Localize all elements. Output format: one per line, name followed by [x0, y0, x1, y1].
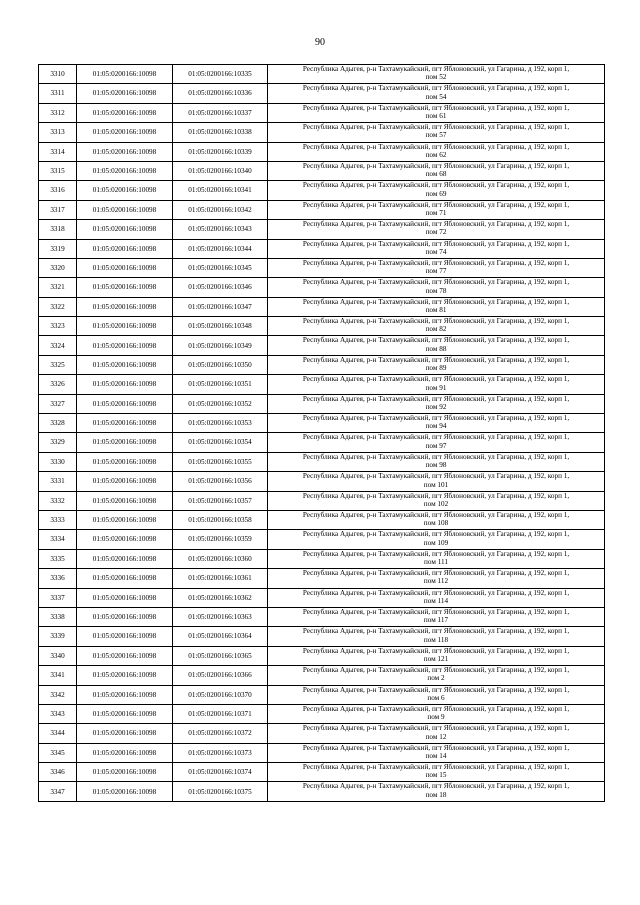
parent-cadastral-number-cell: 01:05:0200166:10098	[77, 142, 173, 161]
row-number-cell: 3324	[39, 336, 77, 355]
parent-cadastral-number-cell: 01:05:0200166:10098	[77, 278, 173, 297]
address-line-1: Республика Адыгея, р-н Тахтамукайский, пгт Яблоновский, ул Гагарина, д 192, корп 1,	[302, 666, 570, 675]
parent-cadastral-number-cell: 01:05:0200166:10098	[77, 414, 173, 433]
table-row	[39, 743, 605, 762]
address-cell	[268, 336, 605, 355]
address-line-1: Республика Адыгея, р-н Тахтамукайский, пгт Яблоновский, ул Гагарина, д 192, корп 1,	[302, 472, 570, 481]
row-number-cell: 3313	[39, 123, 77, 142]
address-cell	[268, 607, 605, 626]
cadastral-number-cell: 01:05:0200166:10350	[173, 355, 268, 374]
cadastral-number-cell: 01:05:0200166:10343	[173, 220, 268, 239]
address-line-1: Республика Адыгея, р-н Тахтамукайский, пгт Яблоновский, ул Гагарина, д 192, корп 1,	[302, 704, 570, 713]
address-line-1: Республика Адыгея, р-н Тахтамукайский, пгт Яблоновский, ул Гагарина, д 192, корп 1,	[302, 239, 570, 248]
cadastral-number-cell: 01:05:0200166:10336	[173, 84, 268, 103]
address-line-2: пом 72	[425, 228, 447, 237]
address-line-1: Республика Адыгея, р-н Тахтамукайский, пгт Яблоновский, ул Гагарина, д 192, корп 1,	[302, 355, 570, 364]
parent-cadastral-number-cell: 01:05:0200166:10098	[77, 239, 173, 258]
parent-cadastral-number-cell: 01:05:0200166:10098	[77, 510, 173, 529]
address-cell	[268, 627, 605, 646]
cadastral-number-cell: 01:05:0200166:10342	[173, 200, 268, 219]
address-cell	[268, 103, 605, 122]
parent-cadastral-number-cell: 01:05:0200166:10098	[77, 181, 173, 200]
address-line-1: Республика Адыгея, р-н Тахтамукайский, пгт Яблоновский, ул Гагарина, д 192, корп 1,	[302, 181, 570, 190]
row-number-cell: 3311	[39, 84, 77, 103]
row-number-cell: 3346	[39, 763, 77, 782]
address-line-2: пом 82	[425, 325, 447, 334]
row-number-cell: 3322	[39, 297, 77, 316]
row-number-cell: 3347	[39, 782, 77, 801]
table-row	[39, 297, 605, 316]
address-line-1: Республика Адыгея, р-н Тахтамукайский, пгт Яблоновский, ул Гагарина, д 192, корп 1,	[302, 685, 570, 694]
address-cell	[268, 685, 605, 704]
cadastral-number-cell: 01:05:0200166:10362	[173, 588, 268, 607]
parent-cadastral-number-cell: 01:05:0200166:10098	[77, 782, 173, 801]
address-line-2: пом 109	[423, 538, 449, 547]
cadastral-number-cell: 01:05:0200166:10338	[173, 123, 268, 142]
table-row	[39, 704, 605, 723]
row-number-cell: 3321	[39, 278, 77, 297]
table-row	[39, 530, 605, 549]
row-number-cell: 3325	[39, 355, 77, 374]
table-row	[39, 142, 605, 161]
parent-cadastral-number-cell: 01:05:0200166:10098	[77, 297, 173, 316]
cadastral-number-cell: 01:05:0200166:10373	[173, 743, 268, 762]
table-row	[39, 239, 605, 258]
address-cell	[268, 763, 605, 782]
table-row	[39, 763, 605, 782]
address-line-1: Республика Адыгея, р-н Тахтамукайский, пгт Яблоновский, ул Гагарина, д 192, корп 1,	[302, 142, 570, 151]
row-number-cell: 3339	[39, 627, 77, 646]
parent-cadastral-number-cell: 01:05:0200166:10098	[77, 763, 173, 782]
table-row	[39, 181, 605, 200]
parent-cadastral-number-cell: 01:05:0200166:10098	[77, 627, 173, 646]
table-row	[39, 161, 605, 180]
address-cell	[268, 704, 605, 723]
table-row	[39, 84, 605, 103]
address-cell	[268, 65, 605, 84]
address-line-2: пом 12	[425, 732, 447, 741]
address-line-2: пом 78	[425, 286, 447, 295]
row-number-cell: 3320	[39, 258, 77, 277]
table-row	[39, 666, 605, 685]
parent-cadastral-number-cell: 01:05:0200166:10098	[77, 65, 173, 84]
address-line-1: Республика Адыгея, р-н Тахтамукайский, пгт Яблоновский, ул Гагарина, д 192, корп 1,	[302, 627, 570, 636]
cadastral-number-cell: 01:05:0200166:10347	[173, 297, 268, 316]
address-line-1: Республика Адыгея, р-н Тахтамукайский, пгт Яблоновский, ул Гагарина, д 192, корп 1,	[302, 84, 570, 93]
address-line-1: Республика Адыгея, р-н Тахтамукайский, пгт Яблоновский, ул Гагарина, д 192, корп 1,	[302, 161, 570, 170]
address-cell	[268, 297, 605, 316]
table-row	[39, 588, 605, 607]
address-line-1: Республика Адыгея, р-н Тахтамукайский, пгт Яблоновский, ул Гагарина, д 192, корп 1,	[302, 607, 570, 616]
row-number-cell: 3345	[39, 743, 77, 762]
address-line-1: Республика Адыгея, р-н Тахтамукайский, пгт Яблоновский, ул Гагарина, д 192, корп 1,	[302, 200, 570, 209]
cadastral-number-cell: 01:05:0200166:10363	[173, 607, 268, 626]
address-line-2: пом 77	[425, 267, 447, 276]
table-row	[39, 336, 605, 355]
cadastral-number-cell: 01:05:0200166:10346	[173, 278, 268, 297]
cadastral-number-cell: 01:05:0200166:10366	[173, 666, 268, 685]
row-number-cell: 3335	[39, 549, 77, 568]
address-line-2: пом 69	[425, 189, 447, 198]
parent-cadastral-number-cell: 01:05:0200166:10098	[77, 666, 173, 685]
row-number-cell: 3310	[39, 65, 77, 84]
address-line-1: Республика Адыгея, р-н Тахтамукайский, пгт Яблоновский, ул Гагарина, д 192, корп 1,	[302, 569, 570, 578]
address-line-2: пом 74	[425, 247, 447, 256]
parent-cadastral-number-cell: 01:05:0200166:10098	[77, 549, 173, 568]
table-row	[39, 569, 605, 588]
row-number-cell: 3343	[39, 704, 77, 723]
row-number-cell: 3341	[39, 666, 77, 685]
row-number-cell: 3316	[39, 181, 77, 200]
table-row	[39, 278, 605, 297]
address-line-1: Республика Адыгея, р-н Тахтамукайский, пгт Яблоновский, ул Гагарина, д 192, корп 1,	[302, 375, 570, 384]
parent-cadastral-number-cell: 01:05:0200166:10098	[77, 530, 173, 549]
row-number-cell: 3332	[39, 491, 77, 510]
row-number-cell: 3318	[39, 220, 77, 239]
address-line-1: Республика Адыгея, р-н Тахтамукайский, пгт Яблоновский, ул Гагарина, д 192, корп 1,	[302, 123, 570, 132]
parent-cadastral-number-cell: 01:05:0200166:10098	[77, 84, 173, 103]
address-line-2: пом 121	[423, 655, 449, 664]
table-row	[39, 103, 605, 122]
address-cell	[268, 258, 605, 277]
address-cell	[268, 239, 605, 258]
address-line-2: пом 112	[423, 577, 449, 586]
address-line-1: Республика Адыгея, р-н Тахтамукайский, пгт Яблоновский, ул Гагарина, д 192, корп 1,	[302, 743, 570, 752]
address-line-2: пом 9	[427, 713, 445, 722]
cadastral-number-cell: 01:05:0200166:10345	[173, 258, 268, 277]
row-number-cell: 3319	[39, 239, 77, 258]
address-line-2: пом 114	[423, 596, 449, 605]
parent-cadastral-number-cell: 01:05:0200166:10098	[77, 646, 173, 665]
cadastral-number-cell: 01:05:0200166:10349	[173, 336, 268, 355]
address-cell	[268, 220, 605, 239]
cadastral-number-cell: 01:05:0200166:10358	[173, 510, 268, 529]
address-cell	[268, 743, 605, 762]
address-line-2: пом 91	[425, 383, 447, 392]
cadastral-number-cell: 01:05:0200166:10361	[173, 569, 268, 588]
address-cell	[268, 491, 605, 510]
address-line-1: Республика Адыгея, р-н Тахтамукайский, пгт Яблоновский, ул Гагарина, д 192, корп 1,	[302, 530, 570, 539]
page-number: 90	[315, 37, 325, 48]
row-number-cell: 3338	[39, 607, 77, 626]
cadastral-number-cell: 01:05:0200166:10360	[173, 549, 268, 568]
table-row	[39, 317, 605, 336]
cadastral-number-cell: 01:05:0200166:10344	[173, 239, 268, 258]
table-row	[39, 452, 605, 471]
address-cell	[268, 200, 605, 219]
parent-cadastral-number-cell: 01:05:0200166:10098	[77, 317, 173, 336]
address-cell	[268, 317, 605, 336]
parent-cadastral-number-cell: 01:05:0200166:10098	[77, 123, 173, 142]
row-number-cell: 3337	[39, 588, 77, 607]
address-line-1: Республика Адыгея, р-н Тахтамукайский, пгт Яблоновский, ул Гагарина, д 192, корп 1,	[302, 549, 570, 558]
table-row	[39, 646, 605, 665]
cadastral-number-cell: 01:05:0200166:10335	[173, 65, 268, 84]
parent-cadastral-number-cell: 01:05:0200166:10098	[77, 161, 173, 180]
table-row	[39, 123, 605, 142]
address-line-1: Республика Адыгея, р-н Тахтамукайский, пгт Яблоновский, ул Гагарина, д 192, корп 1,	[302, 763, 570, 772]
address-cell	[268, 394, 605, 413]
table-row	[39, 549, 605, 568]
parent-cadastral-number-cell: 01:05:0200166:10098	[77, 472, 173, 491]
row-number-cell: 3323	[39, 317, 77, 336]
parent-cadastral-number-cell: 01:05:0200166:10098	[77, 607, 173, 626]
address-line-2: пом 81	[425, 305, 447, 314]
row-number-cell: 3340	[39, 646, 77, 665]
parent-cadastral-number-cell: 01:05:0200166:10098	[77, 569, 173, 588]
parent-cadastral-number-cell: 01:05:0200166:10098	[77, 220, 173, 239]
address-line-2: пом 98	[425, 461, 447, 470]
address-cell	[268, 646, 605, 665]
address-cell	[268, 549, 605, 568]
row-number-cell: 3312	[39, 103, 77, 122]
address-line-1: Республика Адыгея, р-н Тахтамукайский, пгт Яблоновский, ул Гагарина, д 192, корп 1,	[302, 65, 570, 73]
cadastral-number-cell: 01:05:0200166:10375	[173, 782, 268, 801]
address-cell	[268, 181, 605, 200]
address-line-1: Республика Адыгея, р-н Тахтамукайский, пгт Яблоновский, ул Гагарина, д 192, корп 1,	[302, 103, 570, 112]
address-line-2: пом 101	[423, 480, 449, 489]
table-row	[39, 510, 605, 529]
row-number-cell: 3342	[39, 685, 77, 704]
address-line-1: Республика Адыгея, р-н Тахтамукайский, пгт Яблоновский, ул Гагарина, д 192, корп 1,	[302, 433, 570, 442]
row-number-cell: 3314	[39, 142, 77, 161]
row-number-cell: 3336	[39, 569, 77, 588]
address-cell	[268, 278, 605, 297]
address-cell	[268, 142, 605, 161]
address-line-2: пом 108	[423, 519, 449, 528]
cadastral-number-cell: 01:05:0200166:10356	[173, 472, 268, 491]
parent-cadastral-number-cell: 01:05:0200166:10098	[77, 258, 173, 277]
table-row	[39, 258, 605, 277]
row-number-cell: 3317	[39, 200, 77, 219]
table-row	[39, 375, 605, 394]
cadastral-number-cell: 01:05:0200166:10359	[173, 530, 268, 549]
row-number-cell: 3315	[39, 161, 77, 180]
table-row	[39, 472, 605, 491]
cadastral-number-cell: 01:05:0200166:10372	[173, 724, 268, 743]
address-line-1: Республика Адыгея, р-н Тахтамукайский, пгт Яблоновский, ул Гагарина, д 192, корп 1,	[302, 588, 570, 597]
parent-cadastral-number-cell: 01:05:0200166:10098	[77, 685, 173, 704]
table-row	[39, 220, 605, 239]
address-line-1: Республика Адыгея, р-н Тахтамукайский, пгт Яблоновский, ул Гагарина, д 192, корп 1,	[302, 724, 570, 733]
address-cell	[268, 666, 605, 685]
parent-cadastral-number-cell: 01:05:0200166:10098	[77, 394, 173, 413]
table-row	[39, 433, 605, 452]
address-cell	[268, 452, 605, 471]
address-line-2: пом 57	[425, 131, 447, 140]
address-line-1: Республика Адыгея, р-н Тахтамукайский, пгт Яблоновский, ул Гагарина, д 192, корп 1,	[302, 782, 570, 791]
address-line-2: пом 102	[423, 499, 449, 508]
cadastral-number-cell: 01:05:0200166:10357	[173, 491, 268, 510]
address-cell	[268, 414, 605, 433]
parent-cadastral-number-cell: 01:05:0200166:10098	[77, 336, 173, 355]
address-line-2: пом 88	[425, 344, 447, 353]
address-line-1: Республика Адыгея, р-н Тахтамукайский, пгт Яблоновский, ул Гагарина, д 192, корп 1,	[302, 394, 570, 403]
row-number-cell: 3344	[39, 724, 77, 743]
parent-cadastral-number-cell: 01:05:0200166:10098	[77, 355, 173, 374]
row-number-cell: 3329	[39, 433, 77, 452]
address-line-2: пом 71	[425, 209, 447, 218]
address-line-1: Республика Адыгея, р-н Тахтамукайский, пгт Яблоновский, ул Гагарина, д 192, корп 1,	[302, 220, 570, 229]
address-cell	[268, 782, 605, 801]
table-row	[39, 65, 605, 84]
table-row	[39, 414, 605, 433]
table-row	[39, 200, 605, 219]
table-row	[39, 782, 605, 801]
address-line-2: пом 97	[425, 441, 447, 450]
address-line-2: пом 117	[423, 616, 449, 625]
table-row	[39, 355, 605, 374]
address-line-2: пом 18	[425, 790, 447, 799]
address-cell	[268, 355, 605, 374]
address-line-1: Республика Адыгея, р-н Тахтамукайский, пгт Яблоновский, ул Гагарина, д 192, корп 1,	[302, 317, 570, 326]
address-line-2: пом 62	[425, 150, 447, 159]
row-number-cell: 3334	[39, 530, 77, 549]
address-line-1: Республика Адыгея, р-н Тахтамукайский, пгт Яблоновский, ул Гагарина, д 192, корп 1,	[302, 297, 570, 306]
cadastral-number-cell: 01:05:0200166:10364	[173, 627, 268, 646]
parent-cadastral-number-cell: 01:05:0200166:10098	[77, 743, 173, 762]
row-number-cell: 3333	[39, 510, 77, 529]
parent-cadastral-number-cell: 01:05:0200166:10098	[77, 375, 173, 394]
parent-cadastral-number-cell: 01:05:0200166:10098	[77, 433, 173, 452]
parent-cadastral-number-cell: 01:05:0200166:10098	[77, 200, 173, 219]
address-line-2: пом 15	[425, 771, 447, 780]
address-cell	[268, 433, 605, 452]
cadastral-number-cell: 01:05:0200166:10371	[173, 704, 268, 723]
address-cell	[268, 724, 605, 743]
cadastral-number-cell: 01:05:0200166:10337	[173, 103, 268, 122]
parent-cadastral-number-cell: 01:05:0200166:10098	[77, 724, 173, 743]
address-line-1: Республика Адыгея, р-н Тахтамукайский, пгт Яблоновский, ул Гагарина, д 192, корп 1,	[302, 452, 570, 461]
address-cell	[268, 510, 605, 529]
address-line-1: Республика Адыгея, р-н Тахтамукайский, пгт Яблоновский, ул Гагарина, д 192, корп 1,	[302, 278, 570, 287]
row-number-cell: 3327	[39, 394, 77, 413]
registry-table-body	[39, 65, 605, 802]
table-row	[39, 607, 605, 626]
row-number-cell: 3331	[39, 472, 77, 491]
address-cell	[268, 472, 605, 491]
address-cell	[268, 123, 605, 142]
address-line-1: Республика Адыгея, р-н Тахтамукайский, пгт Яблоновский, ул Гагарина, д 192, корп 1,	[302, 258, 570, 267]
address-line-1: Республика Адыгея, р-н Тахтамукайский, пгт Яблоновский, ул Гагарина, д 192, корп 1,	[302, 510, 570, 519]
table-row	[39, 491, 605, 510]
address-line-2: пом 14	[425, 751, 447, 760]
address-line-1: Республика Адыгея, р-н Тахтамукайский, пгт Яблоновский, ул Гагарина, д 192, корп 1,	[302, 646, 570, 655]
cadastral-number-cell: 01:05:0200166:10348	[173, 317, 268, 336]
address-line-2: пом 52	[425, 73, 447, 82]
address-cell	[268, 161, 605, 180]
address-line-1: Республика Адыгея, р-н Тахтамукайский, пгт Яблоновский, ул Гагарина, д 192, корп 1,	[302, 336, 570, 345]
cadastral-number-cell: 01:05:0200166:10374	[173, 763, 268, 782]
table-row	[39, 394, 605, 413]
cadastral-number-cell: 01:05:0200166:10353	[173, 414, 268, 433]
cadastral-number-cell: 01:05:0200166:10365	[173, 646, 268, 665]
address-line-2: пом 68	[425, 170, 447, 179]
cadastral-number-cell: 01:05:0200166:10354	[173, 433, 268, 452]
parent-cadastral-number-cell: 01:05:0200166:10098	[77, 491, 173, 510]
parent-cadastral-number-cell: 01:05:0200166:10098	[77, 588, 173, 607]
cadastral-number-cell: 01:05:0200166:10352	[173, 394, 268, 413]
cadastral-number-cell: 01:05:0200166:10340	[173, 161, 268, 180]
address-line-2: пом 111	[424, 558, 448, 567]
cadastral-number-cell: 01:05:0200166:10351	[173, 375, 268, 394]
cadastral-number-cell: 01:05:0200166:10341	[173, 181, 268, 200]
address-line-2: пом 89	[425, 364, 447, 373]
address-line-1: Республика Адыгея, р-н Тахтамукайский, пгт Яблоновский, ул Гагарина, д 192, корп 1,	[302, 414, 570, 423]
address-line-1: Республика Адыгея, р-н Тахтамукайский, пгт Яблоновский, ул Гагарина, д 192, корп 1,	[302, 491, 570, 500]
registry-table	[38, 64, 605, 802]
address-cell	[268, 530, 605, 549]
address-line-2: пом 2	[427, 674, 445, 683]
row-number-cell: 3330	[39, 452, 77, 471]
address-cell	[268, 84, 605, 103]
address-line-2: пом 6	[427, 693, 445, 702]
address-line-2: пом 118	[423, 635, 449, 644]
table-row	[39, 724, 605, 743]
address-line-2: пом 94	[425, 422, 447, 431]
row-number-cell: 3326	[39, 375, 77, 394]
parent-cadastral-number-cell: 01:05:0200166:10098	[77, 452, 173, 471]
address-cell	[268, 569, 605, 588]
address-line-2: пом 92	[425, 402, 447, 411]
address-line-2: пом 54	[425, 92, 447, 101]
address-cell	[268, 588, 605, 607]
parent-cadastral-number-cell: 01:05:0200166:10098	[77, 704, 173, 723]
table-row	[39, 627, 605, 646]
table-row	[39, 685, 605, 704]
address-cell	[268, 375, 605, 394]
parent-cadastral-number-cell: 01:05:0200166:10098	[77, 103, 173, 122]
row-number-cell: 3328	[39, 414, 77, 433]
cadastral-number-cell: 01:05:0200166:10370	[173, 685, 268, 704]
address-line-2: пом 61	[425, 112, 447, 121]
cadastral-number-cell: 01:05:0200166:10339	[173, 142, 268, 161]
cadastral-number-cell: 01:05:0200166:10355	[173, 452, 268, 471]
